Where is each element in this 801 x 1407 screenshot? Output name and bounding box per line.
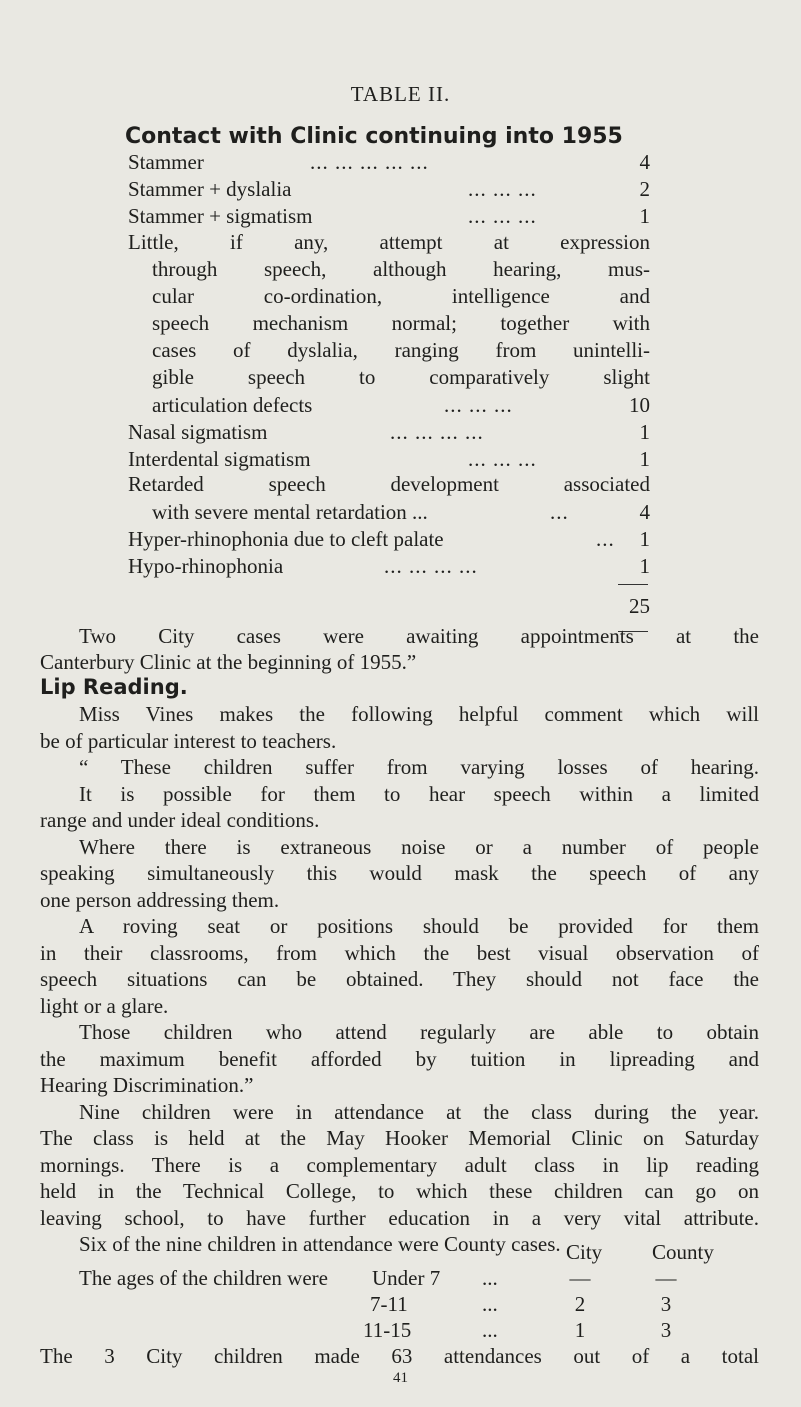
total-rule-top (618, 584, 648, 585)
paragraph-line: in their classrooms, from which the best visual observation of (40, 940, 759, 965)
table-row-description: speech mechanism normal; together with (152, 311, 650, 335)
table-row (128, 175, 650, 203)
table-row (152, 391, 650, 419)
paragraph-line: It is possible for them to hear speech within a limited (79, 781, 759, 806)
paragraph-line: Hearing Discrimination.” (40, 1073, 254, 1097)
paragraph-line: range and under ideal conditions. (40, 808, 320, 832)
table-row (128, 202, 650, 230)
paragraph-line: Six of the nine children in attendance were County cases. (79, 1232, 561, 1256)
paragraph-line: A roving seat or positions should be provided for them (79, 914, 759, 938)
paragraph-line: The class is held at the May Hooker Memorial Clinic on Saturday (40, 1126, 759, 1150)
ages-col-county: County (652, 1240, 714, 1264)
paragraph-line: speaking simultaneously this would mask the speech of any (40, 861, 759, 885)
ages-dots: ... (482, 1266, 498, 1290)
ages-county: — (655, 1266, 677, 1290)
ages-city: 1 (574, 1318, 586, 1342)
ages-county: 3 (660, 1292, 672, 1316)
row-dots: ... ... ... ... ... (310, 150, 429, 174)
paragraph-line: mornings. There is a complementary adult class in lip reading (40, 1152, 759, 1177)
table-row-description: cases of dyslalia, ranging from unintelli- (152, 338, 650, 362)
row-dots: ... ... ... ... (390, 420, 484, 444)
row-label: with severe mental retardation ... (152, 500, 428, 524)
ages-intro: The ages of the children were (79, 1266, 328, 1290)
paragraph-line: “ These children suffer from varying losses of hearing. (79, 755, 759, 779)
paragraph-line: be of particular interest to teachers. (40, 728, 337, 753)
ages-county: 3 (660, 1318, 672, 1342)
ages-col-city: City (566, 1240, 603, 1264)
ages-final-line: The 3 City children made 63 attendances out of a total (40, 1344, 759, 1368)
table-row-description: Retarded speech development associated (128, 472, 650, 496)
row-dots: ... ... ... (468, 177, 537, 201)
row-dots: ... (596, 527, 615, 551)
table-row-description: through speech, although hearing, mus- (152, 257, 650, 281)
awaiting-line: Two City cases were awaiting appointments at the (79, 624, 759, 648)
section-heading: Lip Reading. (40, 675, 188, 699)
table-row-description: cular co-ordination, intelligence and (152, 284, 650, 308)
row-dots: ... ... ... (444, 393, 513, 417)
paragraph-line: held in the Technical College, to which these children can go on (40, 1179, 759, 1203)
awaiting-line: Canterbury Clinic at the beginning of 1955.” (40, 650, 417, 674)
paragraph-line: Nine children were in attendance at the class during the year. (79, 1099, 759, 1124)
row-value: 4 (639, 500, 650, 524)
table-row (128, 525, 650, 553)
ages-dots: ... (482, 1292, 498, 1316)
row-label: articulation defects (152, 393, 313, 417)
paragraph-line: Those children who attend regularly are able to obtain (79, 1020, 759, 1044)
table-subtitle: Contact with Clinic continuing into 1955 (125, 124, 623, 149)
row-value: 10 (629, 393, 650, 417)
paragraph-line: Where there is extraneous noise or a number of people (79, 834, 759, 859)
paragraph-line: one person addressing them. (40, 887, 280, 912)
row-dots: ... ... ... (468, 447, 537, 471)
paragraph-line: speech situations can be obtained. They should not face the (40, 967, 759, 991)
row-dots: ... ... ... (468, 204, 537, 228)
ages-range: Under 7 (372, 1266, 441, 1290)
paragraph-line: the maximum benefit afforded by tuition in lipreading and (40, 1046, 759, 1071)
row-label: Nasal sigmatism (128, 420, 268, 444)
row-value: 1 (639, 447, 650, 471)
paragraph-line: light or a glare. (40, 993, 169, 1018)
row-label: Interdental sigmatism (128, 447, 311, 471)
table-row (128, 552, 650, 580)
ages-range: 11-15 (363, 1318, 412, 1342)
row-value: 1 (639, 527, 650, 551)
table-row (128, 418, 650, 446)
table-row (152, 498, 650, 526)
table-row (128, 445, 650, 473)
ages-dots: ... (482, 1318, 498, 1342)
table-title: TABLE II. (350, 82, 451, 106)
table-row-description: gible speech to comparatively slight (152, 365, 650, 389)
paragraph-line: Miss Vines makes the following helpful comment which will (79, 702, 759, 726)
row-dots: ... ... ... ... (384, 554, 478, 578)
row-label: Stammer + sigmatism (128, 204, 313, 228)
row-dots: ... (550, 500, 569, 524)
row-value: 4 (639, 150, 650, 174)
row-value: 1 (639, 204, 650, 228)
row-label: Stammer (128, 150, 204, 174)
row-value: 1 (639, 420, 650, 444)
table-row (128, 148, 650, 176)
table-total: 25 (629, 594, 650, 618)
ages-city: — (569, 1266, 591, 1290)
row-value: 1 (639, 554, 650, 578)
row-label: Hyper-rhinophonia due to cleft palate (128, 527, 444, 551)
paragraph-line: leaving school, to have further education in a very vital attribute. (40, 1205, 759, 1230)
ages-city: 2 (574, 1292, 586, 1316)
page-number: 41 (393, 1370, 408, 1386)
row-label: Hypo-rhinophonia (128, 554, 284, 578)
table-row-description: Little, if any, attempt at expression (128, 230, 650, 254)
row-label: Stammer + dyslalia (128, 177, 292, 201)
ages-range: 7-11 (370, 1292, 408, 1316)
row-value: 2 (639, 177, 650, 201)
